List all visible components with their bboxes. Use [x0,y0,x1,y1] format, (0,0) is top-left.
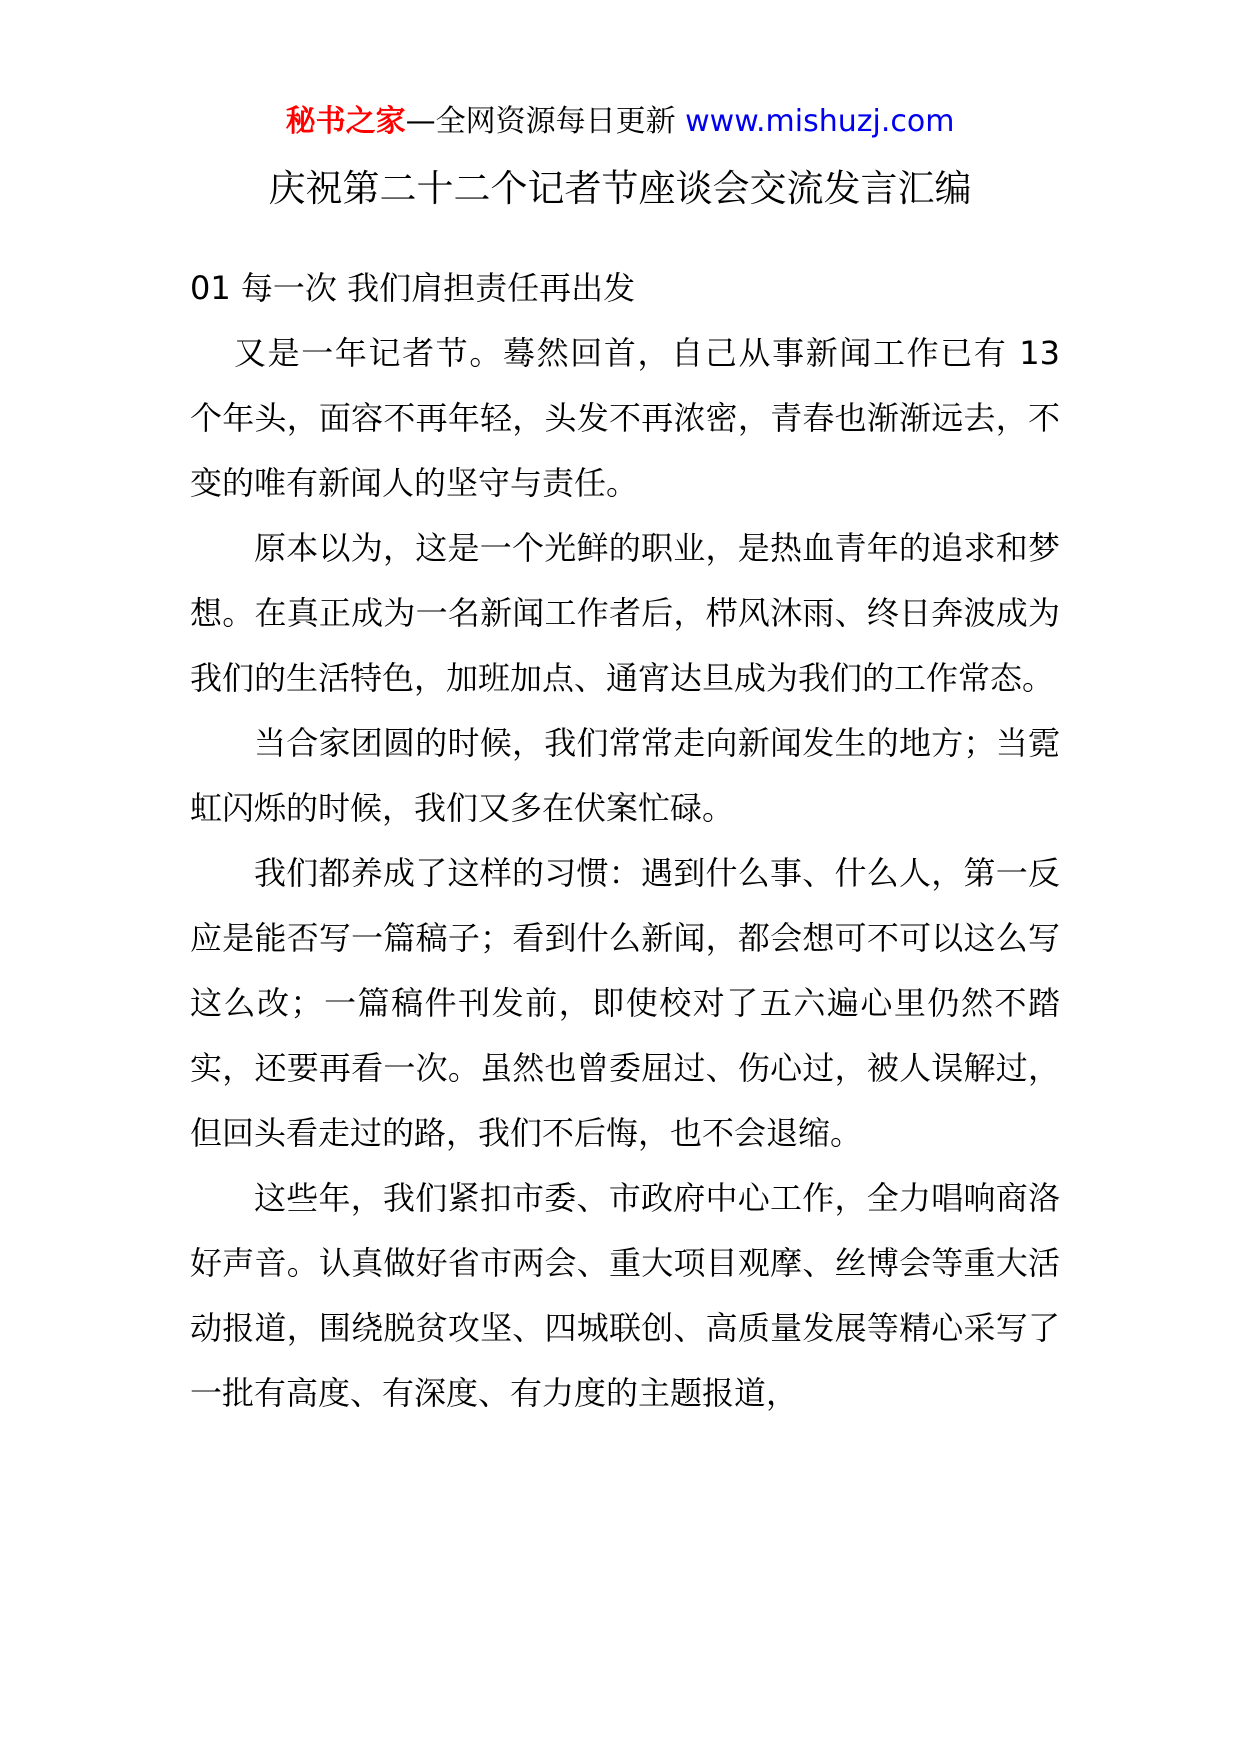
brand-name: 秘书之家 [285,104,406,139]
site-header [0,100,1240,144]
header-tagline: —全网资源每日更新 [405,104,686,139]
paragraph: 我们都养成了这样的习惯：遇到什么事、什么人，第一反应是能否写一篇稿子；看到什么新闻，都会想可不可以这么写这么改；一篇稿件刊发前，即使校对了五六遍心里仍然不踏实，还要再看一次。虽然也曾委屈过、伤心过，被人误解过，但回头看走过的路，我们不后悔，也不会退缩。 [190,854,1060,1152]
document-body [190,256,1060,1426]
site-url-link[interactable]: www.mishuzj.com [685,104,955,139]
paragraph: 原本以为，这是一个光鲜的职业，是热血青年的追求和梦想。在真正成为一名新闻工作者后，栉风沐雨、终日奔波成为我们的生活特色，加班加点、通宵达旦成为我们的工作常态。 [190,529,1060,697]
section-heading: 01 每一次 我们肩担责任再出发 [190,269,636,307]
paragraph: 又是一年记者节。蓦然回首，自己从事新闻工作已有 13 个年头，面容不再年轻，头发不再浓密，青春也渐渐远去，不变的唯有新闻人的坚守与责任。 [190,334,1060,502]
paragraph: 当合家团圆的时候，我们常常走向新闻发生的地方；当霓虹闪烁的时候，我们又多在伏案忙碌。 [190,724,1060,827]
document-title: 庆祝第二十二个记者节座谈会交流发言汇编 [268,167,972,210]
paragraph: 这些年，我们紧扣市委、市政府中心工作，全力唱响商洛好声音。认真做好省市两会、重大项目观摩、丝博会等重大活动报道，围绕脱贫攻坚、四城联创、高质量发展等精心采写了一批有高度、有深度、有力度的主题报道， [190,1179,1060,1412]
